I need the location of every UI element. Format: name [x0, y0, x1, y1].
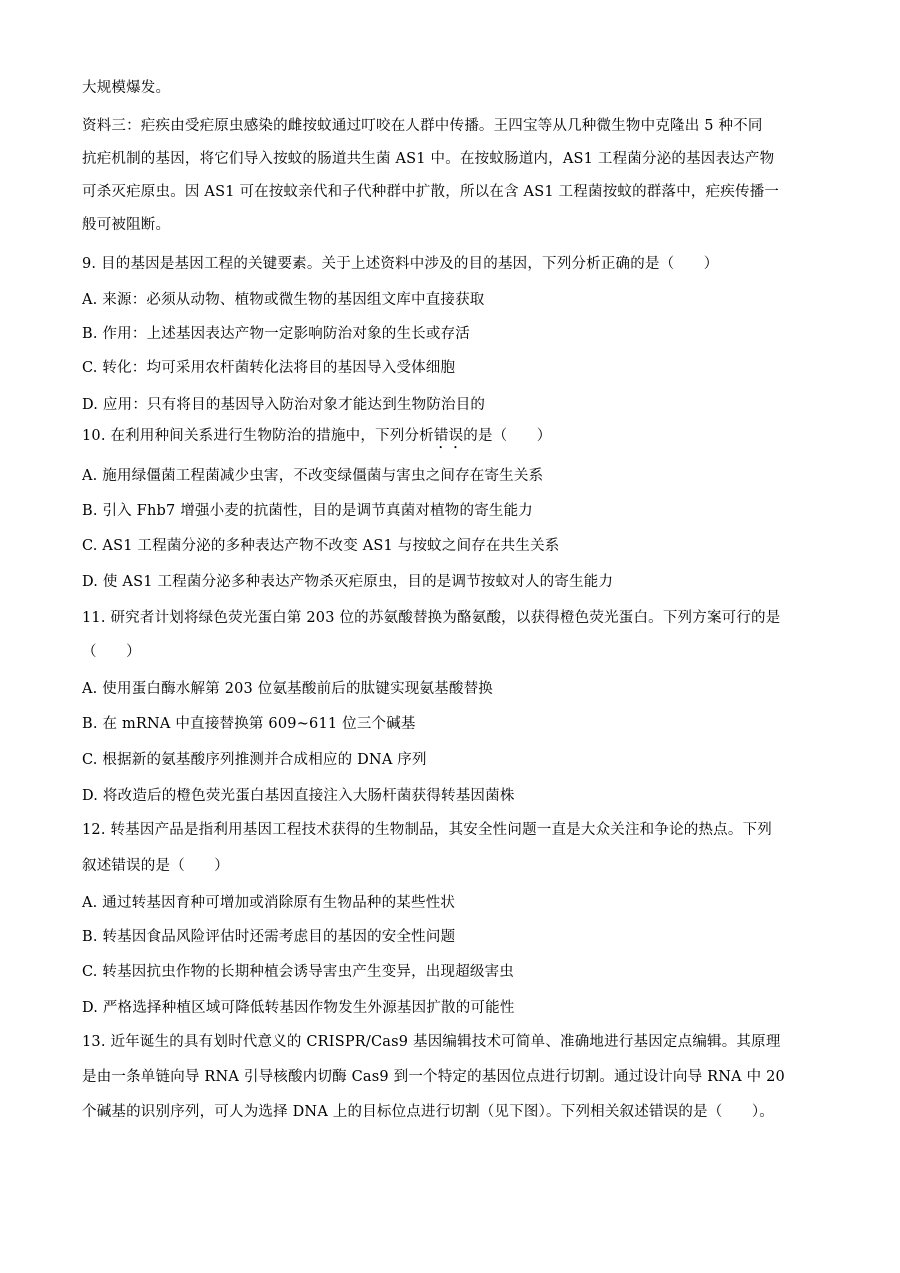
- q10-option-a: A. 施用绿僵菌工程菌减少虫害，不改变绿僵菌与害虫之间存在寄生关系: [82, 468, 544, 484]
- q12-option-b: B. 转基因食品风险评估时还需考虑目的基因的安全性问题: [82, 929, 456, 945]
- q12-stem-line-2: 叙述错误的是（ ）: [82, 858, 229, 874]
- q11-option-d: D. 将改造后的橙色荧光蛋白基因直接注入大肠杆菌获得转基因菌株: [82, 788, 515, 804]
- q12-option-d: D. 严格选择种植区域可降低转基因作物发生外源基因扩散的可能性: [82, 1000, 515, 1016]
- q11-option-c: C. 根据新的氨基酸序列推测并合成相应的 DNA 序列: [82, 752, 427, 768]
- q10-option-d: D. 使 AS1 工程菌分泌多种表达产物杀灭疟原虫，目的是调节按蚊对人的寄生能力: [82, 574, 614, 590]
- q9-option-b: B. 作用：上述基因表达产物一定影响防治对象的生长或存活: [82, 326, 470, 342]
- q11-stem-line-2: （ ）: [82, 644, 141, 660]
- passage-continuation: 大规模爆发。: [82, 80, 171, 96]
- q9-option-c: C. 转化：均可采用农杆菌转化法将目的基因导入受体细胞: [82, 360, 456, 376]
- q13-stem-line-1: 13. 近年诞生的具有划时代意义的 CRISPR/Cas9 基因编辑技术可简单、准确地进行基因定点编辑。其原理: [82, 1034, 781, 1050]
- q9-option-a: A. 来源：必须从动物、植物或微生物的基因组文库中直接获取: [82, 292, 485, 308]
- q11-option-a: A. 使用蛋白酶水解第 203 位氨基酸前后的肽键实现氨基酸替换: [82, 681, 493, 697]
- q10-stem: [82, 426, 551, 452]
- q12-option-c: C. 转基因抗虫作物的长期种植会诱导害虫产生变异，出现超级害虫: [82, 964, 514, 980]
- q10-option-c: C. AS1 工程菌分泌的多种表达产物不改变 AS1 与按蚊之间存在共生关系: [82, 538, 560, 554]
- q10-stem-before: 10. 在利用种间关系进行生物防治的措施中，下列分析: [82, 428, 434, 444]
- q9-stem: 9. 目的基因是基因工程的关键要素。关于上述资料中涉及的目的基因，下列分析正确的是（ ）: [82, 256, 719, 272]
- q10-option-b: B. 引入 Fhb7 增强小麦的抗菌性，目的是调节真菌对植物的寄生能力: [82, 503, 533, 519]
- q12-stem-line-1: 12. 转基因产品是指利用基因工程技术获得的生物制品，其安全性问题一直是大众关注和争论的热点。下列: [82, 822, 772, 838]
- q9-option-d: D. 应用：只有将目的基因导入防治对象才能达到生物防治目的: [82, 397, 486, 413]
- q11-option-b: B. 在 mRNA 中直接替换第 609~611 位三个碱基: [82, 716, 416, 732]
- q13-stem-line-2: 是由一条单链向导 RNA 引导核酸内切酶 Cas9 到一个特定的基因位点进行切割。通过设计向导 RNA 中 20: [82, 1069, 785, 1085]
- q10-stem-emphasis: 错误: [433, 428, 464, 444]
- material3-line-3: 可杀灭疟原虫。因 AS1 可在按蚊亲代和子代种群中扩散，所以在含 AS1 工程菌按蚊的群落中，疟疾传播一: [82, 184, 780, 200]
- material3-line-1: 资料三：疟疾由受疟原虫感染的雌按蚊通过叮咬在人群中传播。王四宝等从几种微生物中克隆出 5 种不同: [82, 118, 763, 134]
- material3-line-4: 般可被阻断。: [82, 217, 171, 233]
- q13-stem-line-3: 个碱基的识别序列，可人为选择 DNA 上的目标位点进行切割（见下图）。下列相关叙述错误的是（ ）。: [82, 1104, 774, 1120]
- q11-stem-line-1: 11. 研究者计划将绿色荧光蛋白第 203 位的苏氨酸替换为酪氨酸，以获得橙色荧光蛋白。下列方案可行的是: [82, 610, 781, 626]
- q10-stem-after: 的是（ ）: [463, 428, 552, 444]
- material3-line-2: 抗疟机制的基因，将它们导入按蚊的肠道共生菌 AS1 中。在按蚊肠道内，AS1 工程菌分泌的基因表达产物: [82, 151, 775, 167]
- q12-option-a: A. 通过转基因育种可增加或消除原有生物品种的某些性状: [82, 895, 456, 911]
